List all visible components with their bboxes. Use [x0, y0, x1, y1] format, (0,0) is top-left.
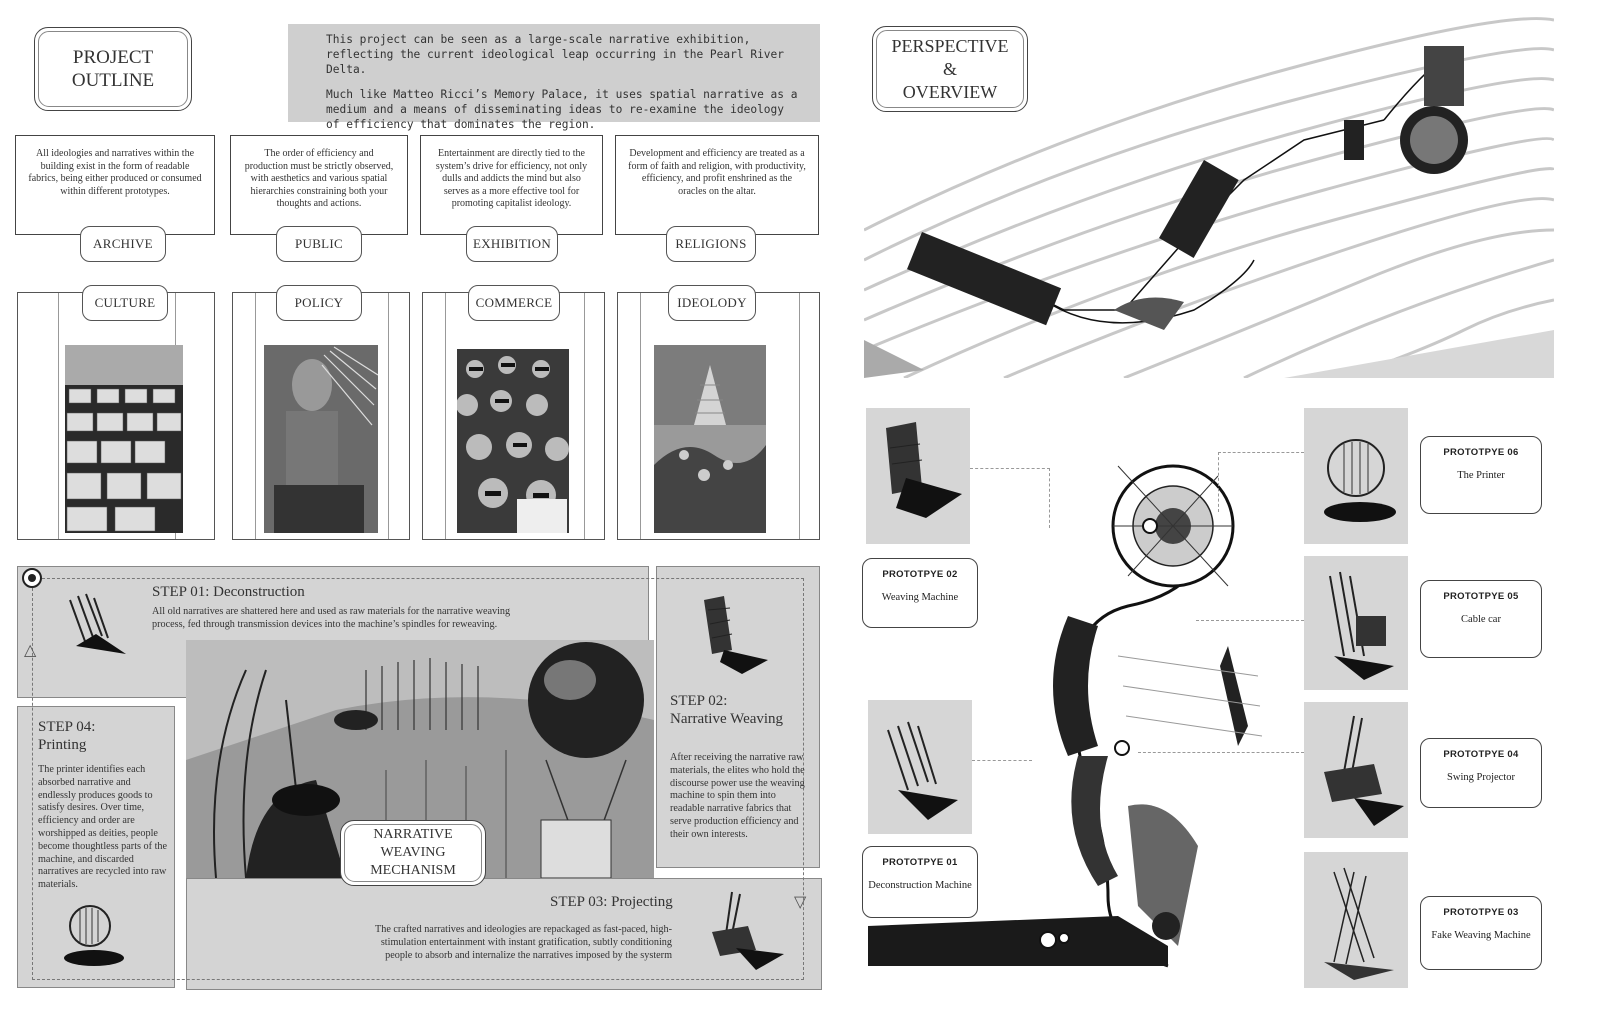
tower-of-babel-image — [654, 345, 766, 533]
category-desc-text: All ideologies and narratives within the building exist in the form of readable fabrics, being either produced or consumed within different prototypes. — [28, 148, 202, 197]
tag-ideology: IDEOLODY — [668, 285, 756, 321]
prototype-05-id: PROTOTPYE 05 — [1443, 591, 1519, 602]
prototype-03-left-thumbnail — [868, 700, 972, 834]
collage-figure-image — [264, 345, 378, 533]
prototype-06-card — [1420, 436, 1542, 514]
mechanism-label-line-3: MECHANISM — [370, 863, 456, 878]
category-desc-text: Entertainment are directly tied to the system’s drive for efficiency, not only dulls and addicts the mind but also serves as a more effective tool for promoting capitalist ideology. — [435, 148, 588, 209]
prototype-04-id: PROTOTPYE 04 — [1443, 749, 1519, 760]
tag-culture: CULTURE — [82, 285, 168, 321]
step-01-machine-illustration — [56, 590, 136, 662]
step-02-title-line-1: STEP 02: — [670, 693, 728, 709]
project-outline-title — [34, 27, 192, 111]
perspective-line-2: & — [942, 58, 957, 79]
office-cubicles-image — [65, 345, 183, 533]
tag-public: PUBLIC — [276, 226, 362, 262]
prototype-01-name: Deconstruction Machine — [868, 880, 972, 891]
arrow-up-icon: △ — [24, 640, 37, 659]
prototype-06-name: The Printer — [1457, 470, 1505, 481]
tag-policy: POLICY — [276, 285, 362, 321]
prototype-06-id: PROTOTPYE 06 — [1443, 447, 1519, 458]
tag-religions: RELIGIONS — [666, 226, 756, 262]
title-line-1: PROJECT — [72, 47, 154, 68]
tag-commerce: COMMERCE — [468, 285, 560, 321]
leader-line-02 — [970, 468, 1050, 528]
prototype-03-name: Fake Weaving Machine — [1431, 930, 1531, 941]
step-03-title: STEP 03: Projecting — [550, 894, 673, 910]
intro-text-block — [288, 24, 820, 131]
prototype-01-card — [862, 846, 978, 918]
perspective-line-3: OVERVIEW — [902, 81, 998, 102]
step-04-title — [38, 718, 95, 754]
tag-archive: ARCHIVE — [80, 226, 166, 262]
step-04-text: The printer identifies each absorbed narrative and endlessly produces goods to satisfy desires. Over time, efficiency and order are worshipped as deities, people become thoughtless parts of the machine, and discarded narratives are recycled into raw materials. — [38, 764, 168, 891]
step-01-title: STEP 01: Deconstruction — [152, 584, 305, 600]
prototype-03-id: PROTOTPYE 03 — [1443, 907, 1519, 918]
arrow-down-icon: ▽ — [794, 892, 807, 911]
prototype-03-thumbnail — [1304, 852, 1408, 988]
perspective-line-1: PERSPECTIVE — [891, 35, 1009, 56]
category-desc-text: Development and efficiency are treated as a form of faith and religion, with productivity, efficiency, and profit enshrined as the oracles on the altar. — [628, 148, 806, 197]
tag-exhibition: EXHIBITION — [466, 226, 558, 262]
prototype-04-thumbnail — [1304, 702, 1408, 838]
perspective-overview-title — [872, 26, 1028, 112]
step-02-text: After receiving the narrative raw materials, the elites who hold the discourse power use the weaving machine to spin them into readable narrative fabrics that serve production efficiency and their own interests. — [670, 752, 805, 840]
step-03-projector-illustration — [696, 884, 786, 974]
prototype-04-name: Swing Projector — [1447, 772, 1515, 783]
prototype-06-thumbnail — [1304, 408, 1408, 544]
step-02-title-line-2: Narrative Weaving — [670, 711, 784, 727]
category-desc-religions — [615, 135, 819, 235]
prototype-02-card — [862, 558, 978, 628]
step-02-title — [670, 692, 783, 728]
prototype-05-card — [1420, 580, 1542, 658]
category-desc-public — [230, 135, 408, 235]
category-desc-archive — [15, 135, 215, 235]
prototype-02-thumbnail — [866, 408, 970, 544]
loop-start-marker-icon — [22, 568, 42, 588]
mechanism-label-line-1: NARRATIVE — [373, 827, 453, 842]
category-desc-text: The order of efficiency and production must be strictly observed, with aesthetics and various spatial hierarchies constraining both your thoughts and actions. — [244, 148, 394, 209]
prototype-04-card — [1420, 738, 1542, 808]
prototype-05-name: Cable car — [1461, 614, 1501, 625]
mechanism-label-line-2: WEAVING — [380, 845, 446, 860]
intro-paragraph-1: This project can be seen as a large-scale narrative exhibition, reflecting the current ideological leap occurring in the Pearl River Delta. — [326, 33, 785, 76]
step-03-text: The crafted narratives and ideologies are repackaged as fast-paced, high-stimulation entertainment with instant gratification, subtly conditioning people to absorb and internalize the narratives imposed by the systerm — [375, 924, 672, 961]
leader-line-01 — [972, 760, 1032, 761]
step-01-text: All old narratives are shattered here and used as raw materials for the narrative weaving process, fed through transmission devices into the machine’s spindles for reweaving. — [152, 606, 511, 630]
prototype-05-thumbnail — [1304, 556, 1408, 690]
step-04-title-line-1: STEP 04: — [38, 719, 96, 735]
step-02-machine-illustration — [690, 590, 772, 680]
leader-line-04 — [1138, 752, 1304, 753]
leader-line-06 — [1218, 452, 1304, 512]
prototype-03-card — [1420, 896, 1542, 970]
title-line-2: OUTLINE — [71, 70, 155, 91]
prototype-02-name: Weaving Machine — [881, 592, 959, 603]
prototype-02-id: PROTOTPYE 02 — [882, 569, 958, 580]
3d-cinema-audience-image — [457, 349, 569, 533]
category-desc-exhibition — [420, 135, 603, 235]
intro-paragraph-2: Much like Matteo Ricci’s Memory Palace, it uses spatial narrative as a medium and a means of disseminating ideas to re-examine the ideology of efficiency that dominates the region. — [326, 88, 798, 131]
step-04-printer-illustration — [50, 896, 130, 968]
prototype-01-id: PROTOTPYE 01 — [882, 857, 958, 868]
step-04-title-line-2: Printing — [38, 737, 87, 753]
leader-line-05 — [1196, 620, 1304, 621]
